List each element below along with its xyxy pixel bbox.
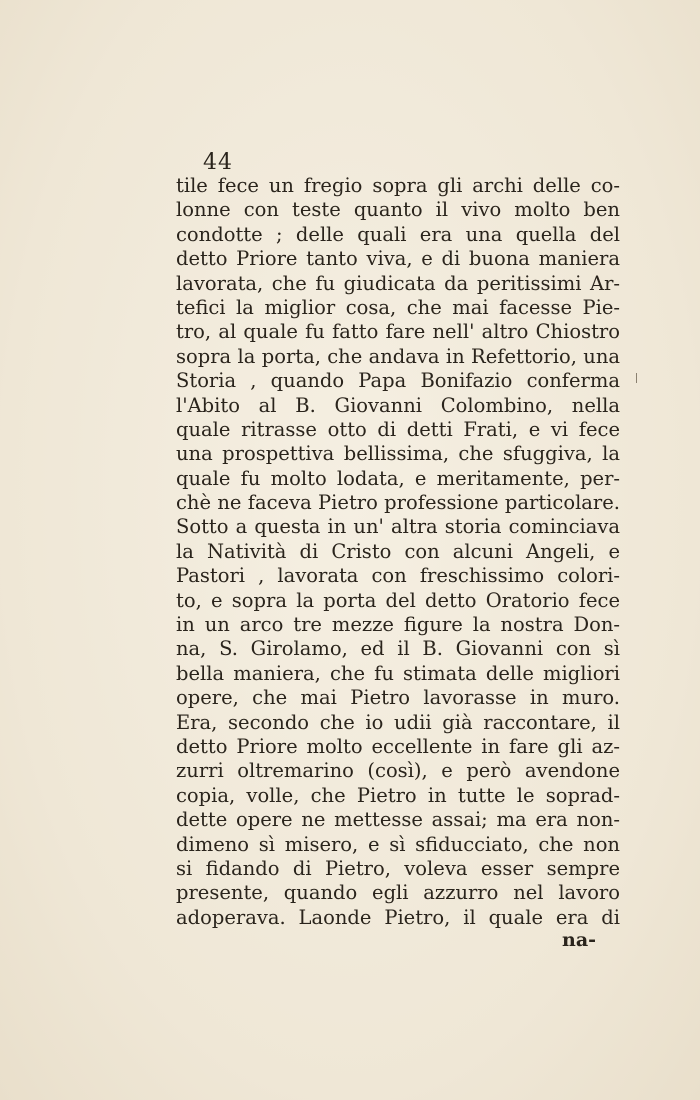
margin-mark	[636, 373, 637, 383]
text-line: dette opere ne mettesse assai; ma era non-	[176, 808, 620, 832]
text-line: tefici la miglior cosa, che mai facesse Pie-	[176, 295, 620, 319]
catchword: na-	[562, 929, 597, 951]
text-line: detto Priore tanto viva, e di buona maniera	[176, 247, 620, 271]
text-line: condotte ; delle quali era una quella del	[176, 222, 620, 246]
text-line: dimeno sì misero, e sì sfiducciato, che non	[176, 832, 620, 856]
text-line: opere, che mai Pietro lavorasse in muro.	[176, 686, 620, 710]
text-line: Sotto a questa in un' altra storia cominciava	[176, 515, 620, 539]
text-line: lavorata, che fu giudicata da peritissimi Ar-	[176, 271, 620, 295]
text-line: quale fu molto lodata, e meritamente, per-	[176, 466, 620, 490]
text-line: bella maniera, che fu stimata delle migliori	[176, 661, 620, 685]
text-line: sopra la porta, che andava in Refettorio, una	[176, 344, 620, 368]
text-line: na, S. Girolamo, ed il B. Giovanni con sì	[176, 637, 620, 661]
text-line: in un arco tre mezze figure la nostra Don-	[176, 613, 620, 637]
text-line: l'Abito al B. Giovanni Colombino, nella	[176, 393, 620, 417]
text-line: tro, al quale fu fatto fare nell' altro Chiostro	[176, 320, 620, 344]
text-line: Storia , quando Papa Bonifazio conferma	[176, 369, 620, 393]
text-line: una prospettiva bellissima, che sfuggiva, la	[176, 442, 620, 466]
text-line: Era, secondo che io udii già raccontare, il	[176, 710, 620, 734]
text-line: adoperava. Laonde Pietro, il quale era di	[176, 905, 620, 929]
text-line: detto Priore molto eccellente in fare gli az-	[176, 734, 620, 758]
text-line: Pastori , lavorata con freschissimo colori-	[176, 564, 620, 588]
body-text	[176, 174, 620, 930]
page-number: 44	[203, 150, 233, 175]
text-line: to, e sopra la porta del detto Oratorio fece	[176, 588, 620, 612]
text-line: lonne con teste quanto il vivo molto ben	[176, 198, 620, 222]
text-line: presente, quando egli azzurro nel lavoro	[176, 881, 620, 905]
text-line: zurri oltremarino (così), e però avendone	[176, 759, 620, 783]
text-line: tile fece un fregio sopra gli archi delle co-	[176, 174, 620, 197]
text-line: copia, volle, che Pietro in tutte le soprad-	[176, 783, 620, 807]
text-line: chè ne faceva Pietro professione particolare.	[176, 491, 620, 515]
text-line: si fidando di Pietro, voleva esser sempre	[176, 856, 620, 880]
text-line: quale ritrasse otto di detti Frati, e vi fece	[176, 417, 620, 441]
text-line: la Natività di Cristo con alcuni Angeli, e	[176, 539, 620, 563]
